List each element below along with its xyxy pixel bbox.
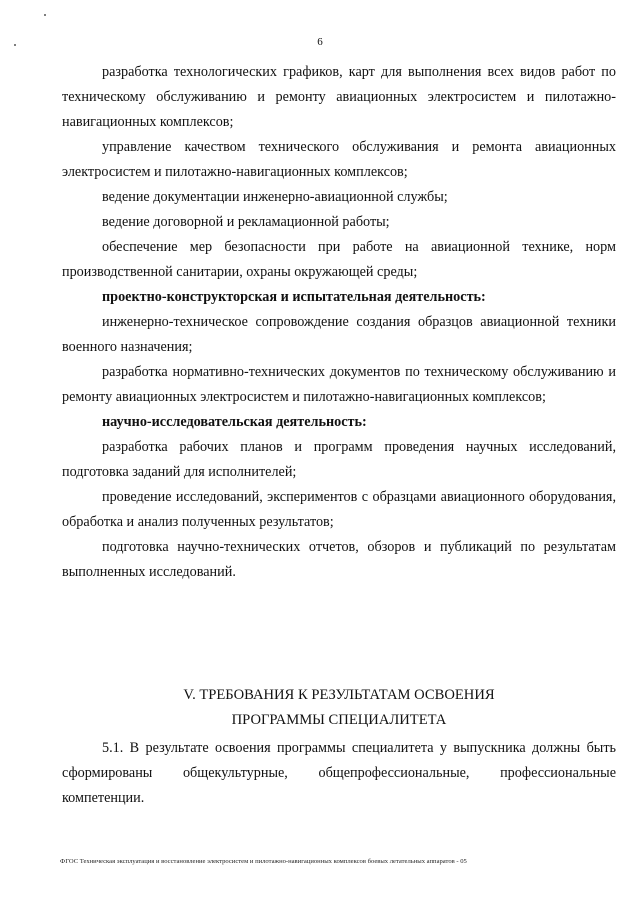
section-title-line-2: ПРОГРАММЫ СПЕЦИАЛИТЕТА xyxy=(231,712,447,728)
paragraph: разработка рабочих планов и программ проведения научных исследований, подготовка заданий для исполнителей; xyxy=(62,439,616,480)
subheading-research: научно-исследовательская деятельность: xyxy=(102,414,367,430)
paragraph: разработка технологических графиков, карт для выполнения всех видов работ по техническому обслуживанию и ремонту авиационных электросистем и пилотажно-навигационных комплексов; xyxy=(62,64,616,130)
paragraph: ведение документации инженерно-авиационной службы; xyxy=(102,189,448,205)
paragraph: разработка нормативно-технических документов по техническому обслуживанию и ремонту авиационных электросистем и пилотажно-навигационных комплексов; xyxy=(62,364,616,405)
page-footer: ФГОС Техническая эксплуатация и восстановление электросистем и пилотажно-навигационных комплексов боевых летательных аппаратов - 05 xyxy=(60,858,467,865)
paragraph: проведение исследований, экспериментов с образцами авиационного оборудования, обработка и анализ полученных результатов; xyxy=(62,489,616,530)
paragraph: подготовка научно-технических отчетов, обзоров и публикаций по результатам выполненных исследований. xyxy=(62,539,616,580)
body-text xyxy=(62,60,616,585)
subheading-design-testing: проектно-конструкторская и испытательная деятельность: xyxy=(102,289,486,305)
section-body xyxy=(62,736,616,811)
section-title-line-1: V. ТРЕБОВАНИЯ К РЕЗУЛЬТАТАМ ОСВОЕНИЯ xyxy=(183,687,495,703)
page-number: 6 xyxy=(317,36,323,48)
paragraph: ведение договорной и рекламационной работы; xyxy=(102,214,390,230)
paragraph-5-1: 5.1. В результате освоения программы специалитета у выпускника должны быть сформированы общекультурные, общепрофессиональные, профессиональные компетенции. xyxy=(62,740,616,806)
section-heading xyxy=(62,683,616,733)
paragraph: инженерно-техническое сопровождение создания образцов авиационной техники военного назначения; xyxy=(62,314,616,355)
paragraph: управление качеством технического обслуживания и ремонта авиационных электросистем и пилотажно-навигационных комплексов; xyxy=(62,139,616,180)
paragraph: обеспечение мер безопасности при работе на авиационной технике, норм производственной санитарии, охраны окружающей среды; xyxy=(62,239,616,280)
scan-artifact xyxy=(44,14,46,16)
